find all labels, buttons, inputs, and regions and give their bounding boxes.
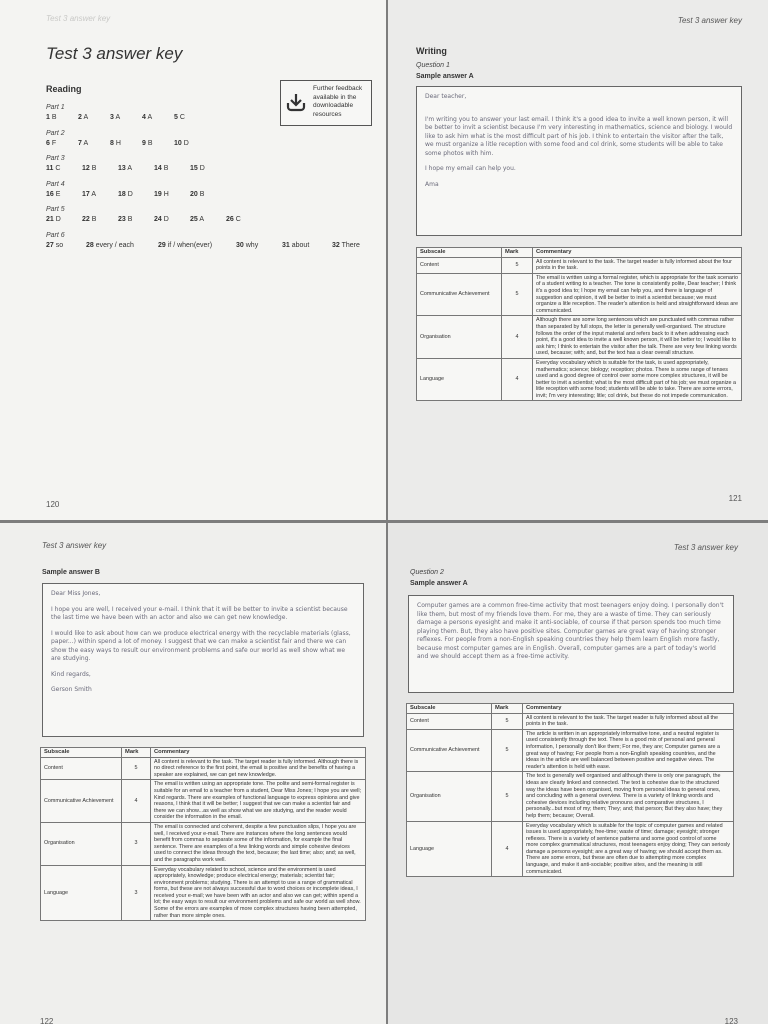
answer-value: about <box>291 241 310 249</box>
question-number: 28 <box>86 241 94 249</box>
table-row <box>41 865 366 921</box>
letter-body: I'm writing you to answer your last email. I think it's a good idea to invite a well known person, it will be better to invit a scientist because I'm very interesting in mathematics, science and biology. I would like to ask him what is the most difficult part of his job. I think to entertain the visitor after the talk, we must organize a litle reception with some food and col drink, some students will be able to take some photos with him. <box>425 115 733 157</box>
question-number: 9 <box>142 139 146 147</box>
question-number: 2 <box>78 114 82 121</box>
table-row <box>41 822 366 865</box>
mark-cell: 4 <box>492 821 523 877</box>
answer-item <box>154 216 169 223</box>
reading-heading: Reading <box>46 84 82 94</box>
question-number: 1 <box>46 114 50 121</box>
table-header: Commentary <box>533 248 742 258</box>
table-header: Mark <box>122 748 151 758</box>
answer-value: why <box>245 241 259 249</box>
question-number: 22 <box>82 216 90 223</box>
table-row <box>407 772 734 821</box>
answer-value: B <box>91 216 97 223</box>
question-number: 13 <box>118 165 126 172</box>
answer-value: C <box>235 216 241 223</box>
answer-item <box>78 140 88 147</box>
sample-label: Sample answer B <box>42 569 100 576</box>
answer-item <box>82 165 96 172</box>
answer-value: C <box>179 114 185 121</box>
commentary-cell: The email is written using a formal register, which is appropriate for the task scenario of a student writing to a teacher. The tone is consistently polite, Dear teacher; I think it's a good idea to; I hope my email can help you, and there is language of suggestion and opinion, it will be better to invit a scientist because; we must organize a litle reception. The reader's attention is held and straightforward ideas are communicated. <box>533 273 742 316</box>
answer-item <box>118 216 132 223</box>
page-title: Test 3 answer key <box>46 44 183 63</box>
answer-item <box>154 191 169 198</box>
question-number: 4 <box>142 114 146 121</box>
part-label: Part 4 <box>46 180 65 188</box>
subscale-cell: Content <box>407 713 492 729</box>
part-label: Part 3 <box>46 155 65 162</box>
subscale-cell: Language <box>407 821 492 877</box>
question-label: Question 2 <box>410 569 444 576</box>
question-number: 21 <box>46 216 54 223</box>
part-label: Part 1 <box>46 104 65 111</box>
answer-value: A <box>83 114 89 121</box>
page-number: 120 <box>46 500 60 509</box>
commentary-cell: All content is relevant to the task. The target reader is fully informed about all the points in the task. <box>523 713 734 729</box>
letter-paragraph-2: I would like to ask about how can we produce electrical energy with the recyclable materials (glass, paper...) within spend a lot of money. I suggest that we can make a scientist fair and there we can show the easy ways to result our environment problems and safe our world as well show what we are studying. <box>51 629 351 662</box>
question-number: 8 <box>110 139 114 147</box>
answer-value: B <box>199 190 205 198</box>
answer-value: B <box>91 165 97 172</box>
answer-item <box>332 242 360 249</box>
question-number: 14 <box>154 165 162 172</box>
answer-value: D <box>55 216 61 223</box>
table-row <box>407 713 734 729</box>
rubric-table <box>406 703 734 877</box>
answer-item <box>46 191 60 198</box>
answer-value: B <box>147 139 153 147</box>
commentary-cell: All content is relevant to the task. The target reader is fully informed about the four points in the task. <box>533 257 742 273</box>
question-number: 3 <box>110 114 114 121</box>
answer-item <box>282 242 309 249</box>
answer-value: D <box>199 165 205 172</box>
question-number: 19 <box>154 190 162 198</box>
answer-item <box>142 114 152 121</box>
subscale-cell: Content <box>41 757 122 780</box>
question-number: 16 <box>46 190 54 198</box>
answer-item <box>174 140 189 147</box>
answer-value: C <box>55 165 61 172</box>
table-row <box>41 757 366 780</box>
answer-value: A <box>127 165 133 172</box>
question-number: 31 <box>282 241 290 249</box>
table-row <box>417 273 742 316</box>
table-row <box>417 316 742 359</box>
answer-value: There <box>341 241 360 249</box>
part-label: Part 5 <box>46 206 65 213</box>
running-head: Test 3 answer key <box>42 541 107 550</box>
mark-cell: 5 <box>492 772 523 821</box>
answer-value: every / each <box>95 241 134 249</box>
answer-value: H <box>115 139 121 147</box>
table-header: Mark <box>492 704 523 714</box>
table-header: Commentary <box>523 704 734 714</box>
mark-cell: 4 <box>122 780 151 823</box>
table-row <box>41 780 366 823</box>
mark-cell: 5 <box>122 757 151 780</box>
answer-value: E <box>55 190 61 198</box>
table-row <box>407 729 734 772</box>
question-number: 32 <box>332 241 340 249</box>
page-number: 121 <box>728 494 742 503</box>
commentary-cell: The text is generally well organised and although there is only one paragraph, the ideas are clearly linked and connected. The text is cohesive due to the structured way the ideas have been organised, moving from personal ideas to general ones, and concluding with a general overview. There is a variety of linking words and cohesive devices including relative pronouns and comparative structures, I personally...but most of my; them; They; and; that person; But they also have; they help them; because; Overall. <box>523 772 734 821</box>
answer-item <box>118 165 132 172</box>
answer-value: F <box>51 139 57 147</box>
answer-value: A <box>91 190 97 198</box>
running-head: Test 3 answer key <box>673 543 738 552</box>
commentary-cell: Everyday vocabulary which is suitable for the topic of computer games and related issues is used appropriately, free-time; waste of time; damage; eyesight; stronger reflexes. There is a variety of sentence patterns and some good control of some more complex grammatical structures, most teenagers enjoy doing; They can seriosly damage a persons eyesight; are a great way of having; we should accept them as. There are some errors, but these are often due to attempting more complex language, and make it anti-sociable; positive sites, and the meaning is still communicated. <box>523 821 734 877</box>
question-number: 25 <box>190 216 198 223</box>
answer-value: D <box>183 139 189 147</box>
answer-item <box>190 165 205 172</box>
answer-item <box>174 114 185 121</box>
answer-value: D <box>127 190 133 198</box>
answer-value: B <box>51 114 57 121</box>
table-row <box>417 358 742 401</box>
answer-item <box>46 140 56 147</box>
page-122 <box>0 523 386 1024</box>
question-number: 26 <box>226 216 234 223</box>
answer-item <box>82 216 96 223</box>
article-text: Computer games are a common free-time activity that most teenagers enjoy doing. I personally don't like them, but most of my friends love them. For me, they are a waste of time. They can seriously damage a persons eyesight and make it anti-sociable, of course if that person spends too much time playing them. But, they also have positive sites. Computer games are great way of having stronger reflexes. For people from a non-English speaking countries they help them learn English more fastly, because most computer games are in English. Overall, computer games are a part of today's world and we should accept them as a free-time activity. <box>417 602 724 660</box>
page-number: 123 <box>724 1017 738 1024</box>
answer-item <box>110 114 120 121</box>
commentary-cell: The article is written in an appropriately informative tone, and a neutral register is used consistently through the text. There is a good mix of personal and general information, I personally don't like them; For me, they are; Computer games are a great way of having; For people from a non-English speaking countries, and the ideas in the article are well balanced between positive and negative views. The reader's attention is held with ease. <box>523 729 734 772</box>
answer-value: so <box>55 241 64 249</box>
subscale-cell: Organisation <box>407 772 492 821</box>
subscale-cell: Communicative Achievement <box>417 273 502 316</box>
mark-cell: 5 <box>492 729 523 772</box>
part-label: Part 2 <box>46 129 65 137</box>
page-121 <box>388 0 768 520</box>
letter-greeting: Dear teacher, <box>425 93 467 100</box>
answer-value: H <box>163 190 169 198</box>
question-number: 10 <box>174 139 182 147</box>
question-number: 24 <box>154 216 162 223</box>
sample-label: Sample answer A <box>416 73 474 80</box>
mark-cell: 4 <box>502 358 533 401</box>
page-120 <box>0 0 386 520</box>
mark-cell: 4 <box>502 316 533 359</box>
commentary-cell: Although there are some long sentences which are punctuated with commas rather than separated by full stops, the letter is generally well-organised. The structure follows the order of the input material and refers back to it when addressing each point, it's a good idea to invite a well known person, it will be better to; I would like to ask him; I think to entertain the visitor after the talk. There are very few linking words used, because; with; and, but the text has a clear overall structure. <box>533 316 742 359</box>
subscale-cell: Content <box>417 257 502 273</box>
answer-item <box>190 191 204 198</box>
answer-value: A <box>147 114 153 121</box>
answer-value: D <box>163 216 169 223</box>
question-number: 18 <box>118 190 126 198</box>
faded-running-head: Test 3 answer key <box>46 14 111 23</box>
answer-value: B <box>127 216 133 223</box>
rubric-table <box>416 247 742 401</box>
letter-closing: Kind regards, <box>51 670 91 678</box>
letter-greeting: Dear Miss Jones, <box>51 590 101 597</box>
commentary-cell: All content is relevant to the task. The target reader is fully informed. Although there is no direct reference to the first point, the email is positive and the benefits of having a speaker are explained, we can get new knowledge. <box>151 757 366 780</box>
question-number: 30 <box>236 241 244 249</box>
letter-signature: Ama <box>425 180 439 188</box>
commentary-cell: The email is written using an appropriate tone. The polite and semi-formal register is suitable for an email to a teacher from a student, Dear Miss Jones; I hope you are well; Kind regards. There are examples of functional language to express opinions and give reasons, I think that it will be better; I suggest that we can make a scientist fair and there we can show...as well as show what we are studying, and the reader would consider the information in the email. <box>151 780 366 823</box>
question-number: 5 <box>174 114 178 121</box>
question-number: 12 <box>82 165 90 172</box>
feedback-callout <box>280 80 372 126</box>
article-box <box>408 595 734 693</box>
answer-item <box>118 191 133 198</box>
question-number: 11 <box>46 165 54 172</box>
letter-paragraph-1: I hope you are well, I received your e-mail. I think that it will be better to invite a scientist because the last time we have been with an actor and also we can get new knowledge. <box>51 605 348 621</box>
commentary-cell: Everyday vocabulary which is suitable for the task, is used appropriately, mathematics; science; biology; reception; photos. There is some range of tenses used and a good degree of control over some more complex structures, it will be better to invit a scientist; what is the most difficult part of his job; we must organize a litle reception with some food; students will be able to take. There are some errors, invit; I'm very interesting; litle; col drink, but these do not impede communication. <box>533 358 742 401</box>
question-number: 6 <box>46 139 50 147</box>
answer-value: A <box>83 139 89 147</box>
answer-item <box>158 242 212 249</box>
answer-value: A <box>115 114 121 121</box>
question-number: 29 <box>158 241 166 249</box>
table-row <box>407 821 734 877</box>
letter-box <box>42 583 364 737</box>
question-number: 23 <box>118 216 126 223</box>
answer-item <box>190 216 204 223</box>
answer-item <box>236 242 258 249</box>
table-row <box>417 257 742 273</box>
table-header: Subscale <box>407 704 492 714</box>
answer-item <box>154 165 168 172</box>
table-header: Subscale <box>41 748 122 758</box>
letter-box <box>416 86 742 236</box>
letter-closing: I hope my email can help you. <box>425 165 516 172</box>
answer-item <box>46 242 63 249</box>
page-123 <box>388 523 768 1024</box>
letter-signature: Gerson Smith <box>51 686 92 693</box>
mark-cell: 5 <box>492 713 523 729</box>
answer-item <box>142 140 153 147</box>
writing-heading: Writing <box>416 46 447 56</box>
part-label: Part 6 <box>46 231 65 239</box>
answer-item <box>110 140 121 147</box>
subscale-cell: Language <box>417 358 502 401</box>
question-number: 7 <box>78 139 82 147</box>
question-number: 17 <box>82 190 90 198</box>
answer-item <box>82 191 96 198</box>
question-label: Question 1 <box>416 62 450 69</box>
answer-value: B <box>163 165 169 172</box>
commentary-cell: Everyday vocabulary related to school, science and the environment is used appropriately, knowledge; produce electrical energy; materials; scientist fair; environment problems; studying. There is an attempt to use a range of grammatical forms, but these are not always successful due to word choices or incomplete ideas, I received your e-mail; we have been with an actor and also we can get; within spend a lot; the easy ways to result our environment problems and safe our world as well show. Some of the errors are examples of more complex structures having been attempted, rather than more simple ones. <box>151 865 366 921</box>
answer-item <box>46 114 57 121</box>
running-head: Test 3 answer key <box>677 16 742 25</box>
table-header: Commentary <box>151 748 366 758</box>
answer-item <box>226 216 241 223</box>
table-header: Subscale <box>417 248 502 258</box>
answer-item <box>46 216 61 223</box>
question-number: 15 <box>190 165 198 172</box>
answer-item <box>78 114 88 121</box>
feedback-text: Further feedback available in the downloadable resources <box>313 85 363 118</box>
answer-value: if / when(ever) <box>167 241 213 249</box>
table-header: Mark <box>502 248 533 258</box>
mark-cell: 3 <box>122 822 151 865</box>
subscale-cell: Communicative Achievement <box>407 729 492 772</box>
answer-item <box>86 242 134 249</box>
question-number: 27 <box>46 241 54 249</box>
subscale-cell: Organisation <box>41 822 122 865</box>
mark-cell: 5 <box>502 273 533 316</box>
subscale-cell: Language <box>41 865 122 921</box>
rubric-table <box>40 747 366 921</box>
sample-label: Sample answer A <box>410 580 468 587</box>
mark-cell: 5 <box>502 257 533 273</box>
subscale-cell: Organisation <box>417 316 502 359</box>
subscale-cell: Communicative Achievement <box>41 780 122 823</box>
answer-value: A <box>199 216 205 223</box>
page-number: 122 <box>40 1017 54 1024</box>
question-number: 20 <box>190 190 198 198</box>
download-icon <box>285 91 307 113</box>
commentary-cell: The email is connected and coherent, despite a few punctuation slips, I hope you are well, I received your e-mail. There are instances where the long sentences would benefit from commas to separate some of the information, for example the final sentence. There are examples of a few linking words and simple cohesive devices used to connect the ideas through the text, because; the last time; also; and; as well, and the paragraphs work well. <box>151 822 366 865</box>
mark-cell: 3 <box>122 865 151 921</box>
answer-item <box>46 165 60 172</box>
